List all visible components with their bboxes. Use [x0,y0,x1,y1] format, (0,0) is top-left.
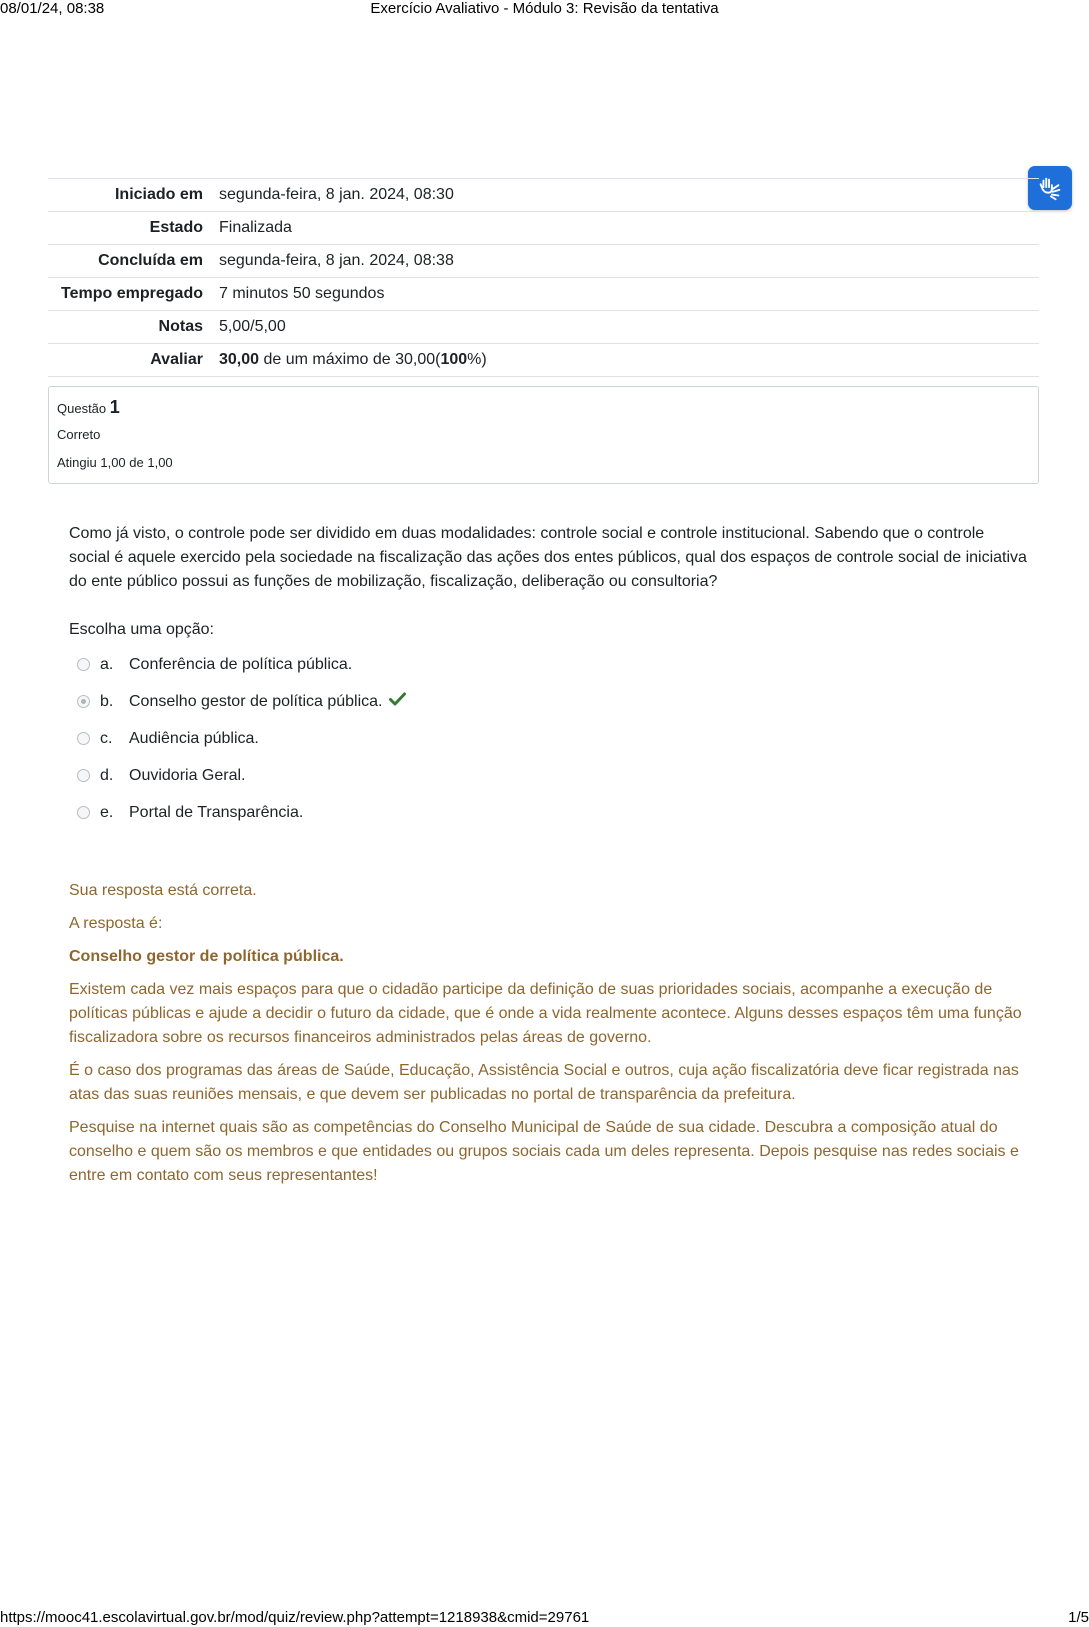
summary-label: Notas [158,318,203,335]
question-number [57,393,1030,421]
grade-score: 30,00 [219,351,260,368]
summary-row-completed [48,245,1039,278]
check-mark-icon [389,692,406,711]
option-label: Conselho gestor de política pública. [129,692,383,710]
radio-button[interactable] [77,658,90,671]
question-text: Como já visto, o controle pode ser dividido em duas modalidades: controle social e controle institucional. Sabendo que o controle social é aquele exercido pela sociedade na fiscalização das ações dos entes públicos, qual dos espaços de controle social de iniciativa do ente público possui as funções de mobilização, fiscalização, deliberação ou consultoria? [69,525,1027,590]
summary-value: segunda-feira, 8 jan. 2024, 08:30 [219,186,454,203]
attempt-summary-table [48,178,1039,377]
option-label: Conferência de política pública. [129,655,353,673]
answer-options [77,646,677,831]
option-letter: e. [100,803,114,821]
radio-button[interactable] [77,732,90,745]
summary-row-marks [48,311,1039,344]
summary-label: Tempo empregado [61,285,203,302]
print-footer [0,1609,1089,1627]
summary-value: 7 minutos 50 segundos [219,285,385,302]
feedback-section [69,879,1029,1197]
answer-prompt: Escolha uma opção: [69,621,214,638]
option-letter: d. [100,766,114,784]
summary-label: Estado [149,219,203,236]
feedback-answer-intro: A resposta é: [69,915,163,932]
summary-row-state [48,212,1039,245]
feedback-correct-answer: Conselho gestor de política pública. [69,948,344,965]
answer-option-b[interactable] [77,683,677,720]
answer-option-a[interactable] [77,646,677,683]
summary-label: Concluída em [98,252,203,269]
answer-option-c[interactable] [77,720,677,757]
summary-value: 5,00/5,00 [219,318,286,335]
summary-label: Iniciado em [114,186,203,203]
print-datetime: 08/01/24, 08:38 [0,0,105,17]
summary-row-grade [48,344,1039,377]
grade-middle: de um máximo de 30,00( [259,351,441,368]
feedback-paragraph: Existem cada vez mais espaços para que o cidadão participe da definição de suas prioridades sociais, acompanhe a execução de políticas públicas e ajude a decidir o futuro da cidade, que é onde a vida realmente acontece. Alguns desses espaços têm uma função fiscalizadora sobre os recursos financeiros administrados pelas áreas de governo. [69,981,1022,1046]
summary-grade-value [211,344,1039,377]
option-letter: b. [100,692,114,710]
summary-value: Finalizada [219,219,292,236]
answer-option-d[interactable] [77,757,677,794]
feedback-status: Sua resposta está correta. [69,882,257,899]
question-state: Correto [57,427,101,442]
summary-value: segunda-feira, 8 jan. 2024, 08:38 [219,252,454,269]
radio-button[interactable] [77,806,90,819]
grade-end: %) [467,351,487,368]
print-page-title: Exercício Avaliativo - Módulo 3: Revisão da tentativa [370,0,719,17]
print-url: https://mooc41.escolavirtual.gov.br/mod/quiz/review.php?attempt=1218938&cmid=29761 [0,1609,590,1626]
answer-option-e[interactable] [77,794,677,831]
option-letter: a. [100,655,114,673]
question-number-value: 1 [109,397,120,417]
option-label: Ouvidoria Geral. [129,766,246,784]
option-label: Audiência pública. [129,729,259,747]
option-letter: c. [100,729,113,747]
radio-button-selected[interactable] [77,695,90,708]
question-mark: Atingiu 1,00 de 1,00 [57,455,173,470]
summary-row-started [48,179,1039,212]
print-page-number: 1/5 [1068,1609,1089,1626]
radio-button[interactable] [77,769,90,782]
question-number-prefix: Questão [57,401,107,416]
print-header [0,0,1089,18]
feedback-paragraph: É o caso dos programas das áreas de Saúde, Educação, Assistência Social e outros, cuja ação fiscalizatória deve ficar registrada nas atas das suas reuniões mensais, e que devem ser publicadas no portal de transparência da prefeitura. [69,1062,1019,1103]
summary-row-time-taken [48,278,1039,311]
option-label: Portal de Transparência. [129,803,304,821]
sign-language-hands-icon [1035,173,1065,203]
summary-label: Avaliar [150,351,203,368]
feedback-paragraph: Pesquise na internet quais são as competências do Conselho Municipal de Saúde de sua cidade. Descubra a composição atual do conselho e quem são os membros e que entidades ou grupos sociais cada um deles representa. Depois pesquise nas redes sociais e entre em contato com seus representantes! [69,1119,1019,1184]
question-info-box [48,386,1039,484]
grade-percent: 100 [440,351,468,368]
